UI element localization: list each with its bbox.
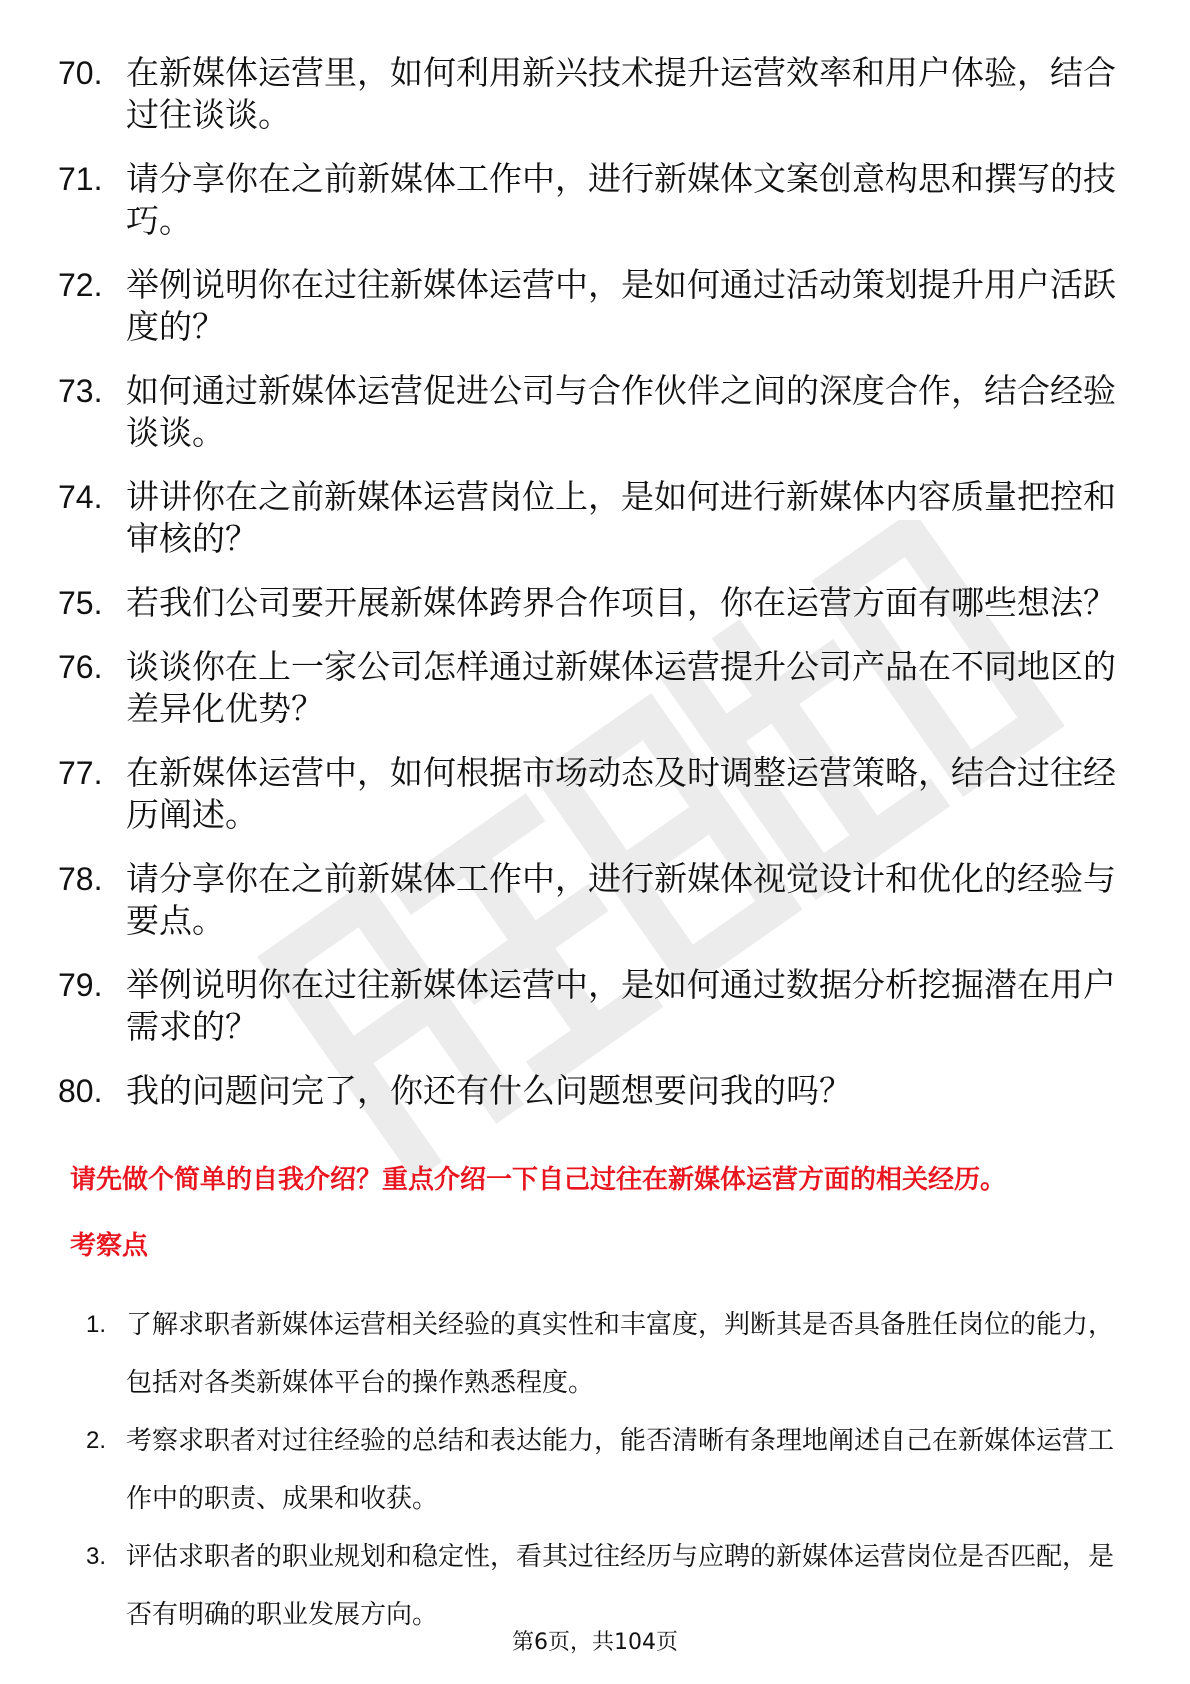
page-footer: 第6页，共104页 — [512, 1630, 678, 1655]
question-list — [58, 52, 1138, 1134]
question-item — [58, 158, 1138, 242]
question-item — [58, 1070, 1138, 1112]
question-number: 71. — [58, 161, 103, 197]
assessment-point-list — [86, 1296, 1136, 1644]
question-item — [58, 476, 1138, 560]
question-number: 77. — [58, 755, 103, 791]
question-text: 请分享你在之前新媒体工作中，进行新媒体文案创意构思和撰写的技巧。 — [126, 159, 1116, 240]
point-number: 2. — [86, 1427, 107, 1454]
question-text: 举例说明你在过往新媒体运营中，是如何通过活动策划提升用户活跃度的？ — [126, 265, 1116, 346]
section-title: 请先做个简单的自我介绍？重点介绍一下自己过往在新媒体运营方面的相关经历。 — [70, 1165, 1007, 1195]
question-text: 在新媒体运营里，如何利用新兴技术提升运营效率和用户体验，结合过往谈谈。 — [126, 53, 1116, 134]
question-number: 70. — [58, 55, 103, 91]
assessment-point-item — [86, 1296, 1136, 1412]
question-item — [58, 582, 1138, 624]
point-text: 评估求职者的职业规划和稳定性，看其过往经历与应聘的新媒体运营岗位是否匹配，是否有明确的职业发展方向。 — [126, 1542, 1115, 1630]
question-item — [58, 52, 1138, 136]
question-text: 若我们公司要开展新媒体跨界合作项目，你在运营方面有哪些想法？ — [126, 583, 1116, 622]
question-item — [58, 264, 1138, 348]
question-text: 我的问题问完了，你还有什么问题想要问我的吗？ — [126, 1071, 852, 1110]
point-text: 了解求职者新媒体运营相关经验的真实性和丰富度，判断其是否具备胜任岗位的能力，包括对各类新媒体平台的操作熟悉程度。 — [126, 1310, 1115, 1398]
question-number: 79. — [58, 967, 103, 1003]
assessment-point-item — [86, 1528, 1136, 1644]
assessment-point-item — [86, 1412, 1136, 1528]
question-number: 80. — [58, 1073, 103, 1109]
question-number: 78. — [58, 861, 103, 897]
question-item — [58, 752, 1138, 836]
point-number: 3. — [86, 1543, 107, 1570]
question-text: 举例说明你在过往新媒体运营中，是如何通过数据分析挖掘潜在用户需求的？ — [126, 965, 1116, 1046]
question-text: 如何通过新媒体运营促进公司与合作伙伴之间的深度合作，结合经验谈谈。 — [126, 371, 1116, 452]
question-text: 在新媒体运营中，如何根据市场动态及时调整运营策略，结合过往经历阐述。 — [126, 753, 1116, 834]
question-text: 请分享你在之前新媒体工作中，进行新媒体视觉设计和优化的经验与要点。 — [126, 859, 1116, 940]
assessment-points-label: 考察点 — [70, 1231, 149, 1261]
point-number: 1. — [86, 1311, 107, 1338]
question-item — [58, 858, 1138, 942]
point-text: 考察求职者对过往经验的总结和表达能力，能否清晰有条理地阐述自己在新媒体运营工作中的职责、成果和收获。 — [126, 1426, 1115, 1514]
question-number: 74. — [58, 479, 103, 515]
question-item — [58, 646, 1138, 730]
question-text: 谈谈你在上一家公司怎样通过新媒体运营提升公司产品在不同地区的差异化优势？ — [126, 647, 1116, 728]
question-number: 72. — [58, 267, 103, 303]
question-number: 73. — [58, 373, 103, 409]
question-text: 讲讲你在之前新媒体运营岗位上，是如何进行新媒体内容质量把控和审核的？ — [126, 477, 1116, 558]
question-item — [58, 370, 1138, 454]
question-number: 75. — [58, 585, 103, 621]
question-item — [58, 964, 1138, 1048]
question-number: 76. — [58, 649, 103, 685]
